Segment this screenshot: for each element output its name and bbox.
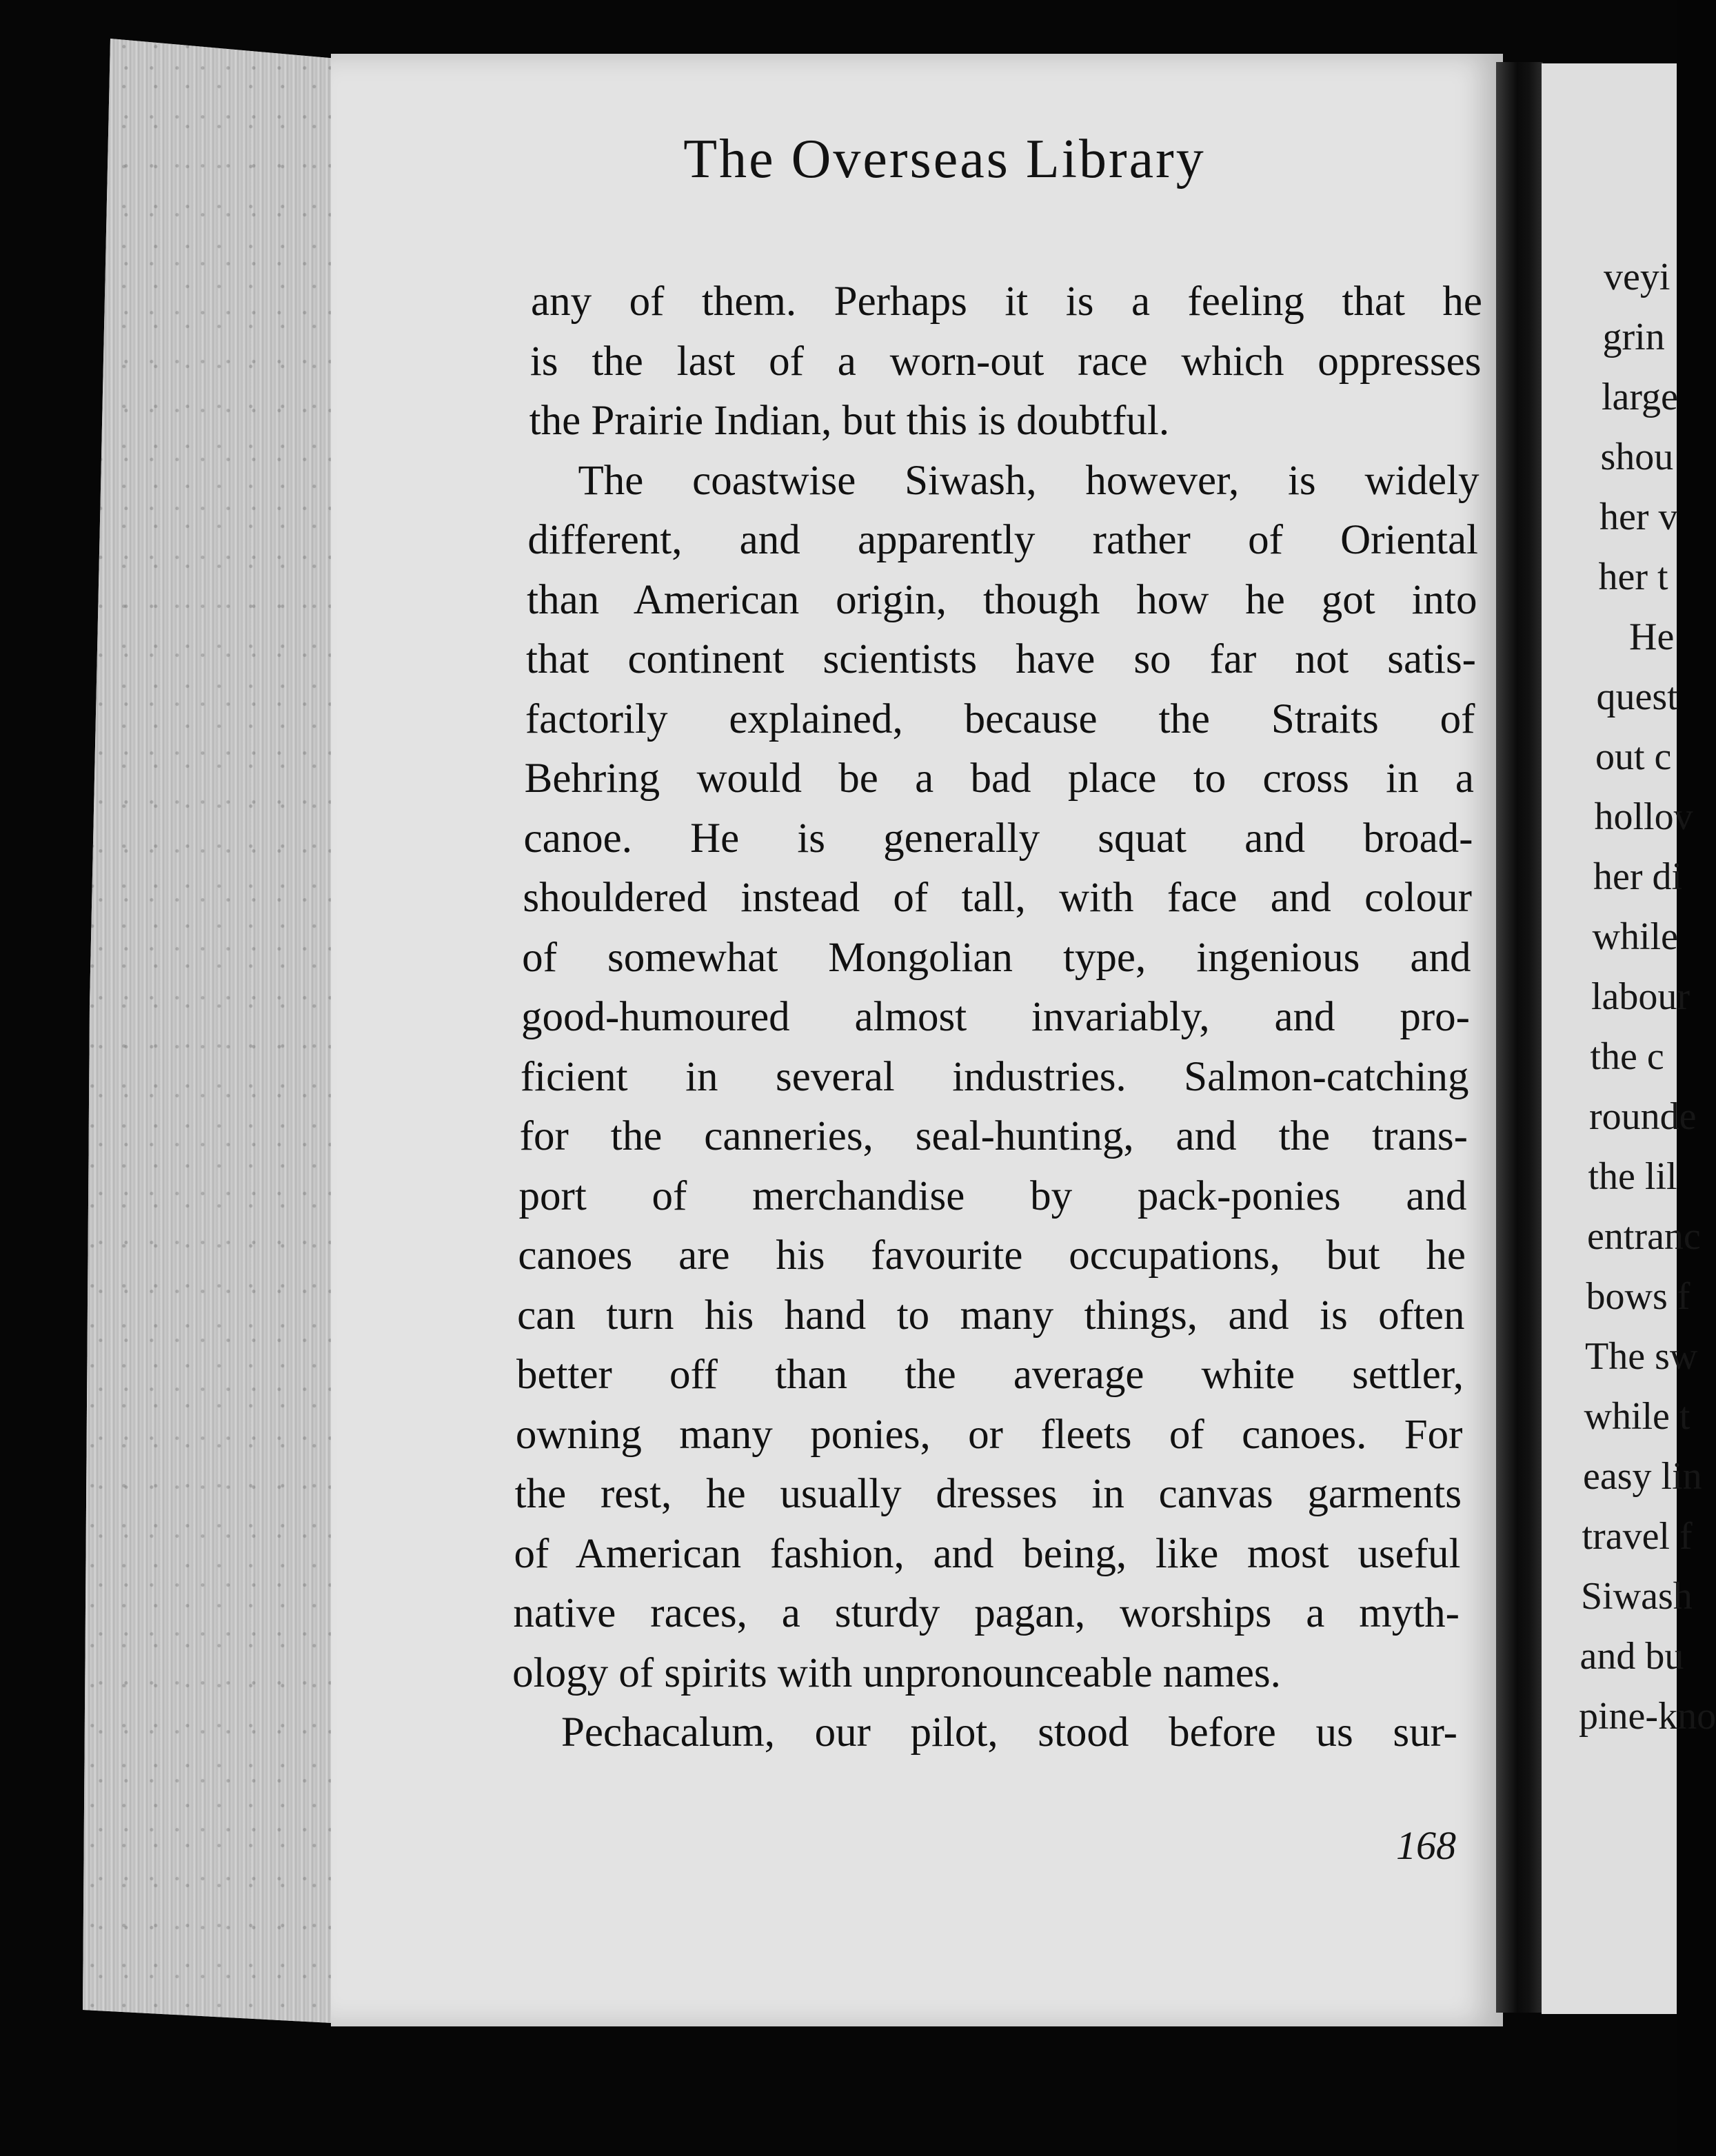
page-number: 168 bbox=[1396, 1823, 1456, 1868]
facing-page-line: labour bbox=[1591, 975, 1690, 1018]
facing-page-line: rounde bbox=[1589, 1095, 1697, 1138]
facing-page-line: veyi bbox=[1604, 256, 1670, 298]
facing-page-line: shou bbox=[1600, 436, 1674, 478]
left-page bbox=[331, 54, 1503, 2026]
facing-page-line: quest bbox=[1596, 675, 1678, 718]
text-line: can turn his hand to many things, and is often bbox=[517, 1292, 1465, 1339]
text-line: good-humoured almost invariably, and pro- bbox=[521, 994, 1470, 1040]
text-line: The coastwise Siwash, however, is widely bbox=[578, 457, 1480, 504]
facing-page-line: hollov bbox=[1594, 795, 1693, 838]
text-line: owning many ponies, or fleets of canoes. For bbox=[515, 1411, 1463, 1458]
text-line: is the last of a worn-out race which oppresses bbox=[529, 338, 1482, 385]
running-head: The Overseas Library bbox=[683, 129, 1206, 190]
text-line: that continent scientists have so far not satis- bbox=[526, 636, 1476, 682]
facing-page-line: bows f bbox=[1586, 1275, 1690, 1318]
text-line: ficient in several industries. Salmon-catching bbox=[520, 1053, 1469, 1100]
text-line: Behring would be a bad place to cross in a bbox=[524, 755, 1474, 802]
facing-page-line: grin bbox=[1602, 316, 1665, 358]
facing-page-line: her v bbox=[1599, 496, 1678, 538]
facing-page-line: while bbox=[1592, 915, 1678, 958]
book-gutter bbox=[1496, 62, 1543, 2013]
facing-page-line: travel f bbox=[1582, 1515, 1693, 1558]
text-line: factorily explained, because the Straits of bbox=[525, 695, 1475, 742]
text-line: for the canneries, seal-hunting, and the trans- bbox=[519, 1113, 1468, 1159]
facing-page-line: He bbox=[1629, 616, 1675, 658]
facing-page-line: Siwash bbox=[1581, 1575, 1693, 1618]
facing-page-line: easy lin bbox=[1583, 1455, 1702, 1498]
facing-page-line: pine-kno bbox=[1579, 1695, 1716, 1738]
text-line: any of them. Perhaps it is a feeling that he bbox=[531, 278, 1482, 325]
facing-page-line: and bu bbox=[1579, 1635, 1684, 1678]
text-line: of American fashion, and being, like most useful bbox=[514, 1530, 1461, 1577]
facing-page-line: while t bbox=[1584, 1395, 1690, 1438]
facing-page-line: the c bbox=[1590, 1035, 1664, 1078]
text-line: different, and apparently rather of Oriental bbox=[527, 517, 1478, 563]
facing-page-line: entranc bbox=[1587, 1215, 1701, 1258]
text-line: than American origin, though how he got into bbox=[527, 576, 1477, 623]
text-line: port of merchandise by pack-ponies and bbox=[518, 1172, 1467, 1219]
facing-page bbox=[1542, 63, 1716, 2014]
facing-page-line: the lil bbox=[1588, 1155, 1677, 1198]
text-line: canoe. He is generally squat and broad- bbox=[523, 815, 1473, 862]
facing-page-line: large bbox=[1602, 376, 1678, 418]
text-line: ology of spirits with unpronounceable names. bbox=[512, 1649, 1281, 1696]
text-line: Pechacalum, our pilot, stood before us sur- bbox=[561, 1709, 1457, 1756]
page-edge-stack bbox=[83, 39, 345, 2024]
text-line: shouldered instead of tall, with face and colour bbox=[523, 875, 1472, 921]
text-line: the rest, he usually dresses in canvas garments bbox=[514, 1471, 1462, 1517]
text-line: native races, a sturdy pagan, worships a myth- bbox=[513, 1590, 1460, 1636]
text-line: of somewhat Mongolian type, ingenious and bbox=[522, 934, 1471, 981]
facing-page-line: The sw bbox=[1585, 1335, 1698, 1378]
text-line: better off than the average white settler, bbox=[516, 1352, 1464, 1398]
text-line: the Prairie Indian, but this is doubtful. bbox=[529, 398, 1170, 444]
facing-page-line: her t bbox=[1598, 556, 1668, 598]
facing-page-line: her di bbox=[1593, 855, 1683, 898]
facing-page-line: out c bbox=[1595, 735, 1672, 778]
text-line: canoes are his favourite occupations, but he bbox=[518, 1232, 1466, 1279]
